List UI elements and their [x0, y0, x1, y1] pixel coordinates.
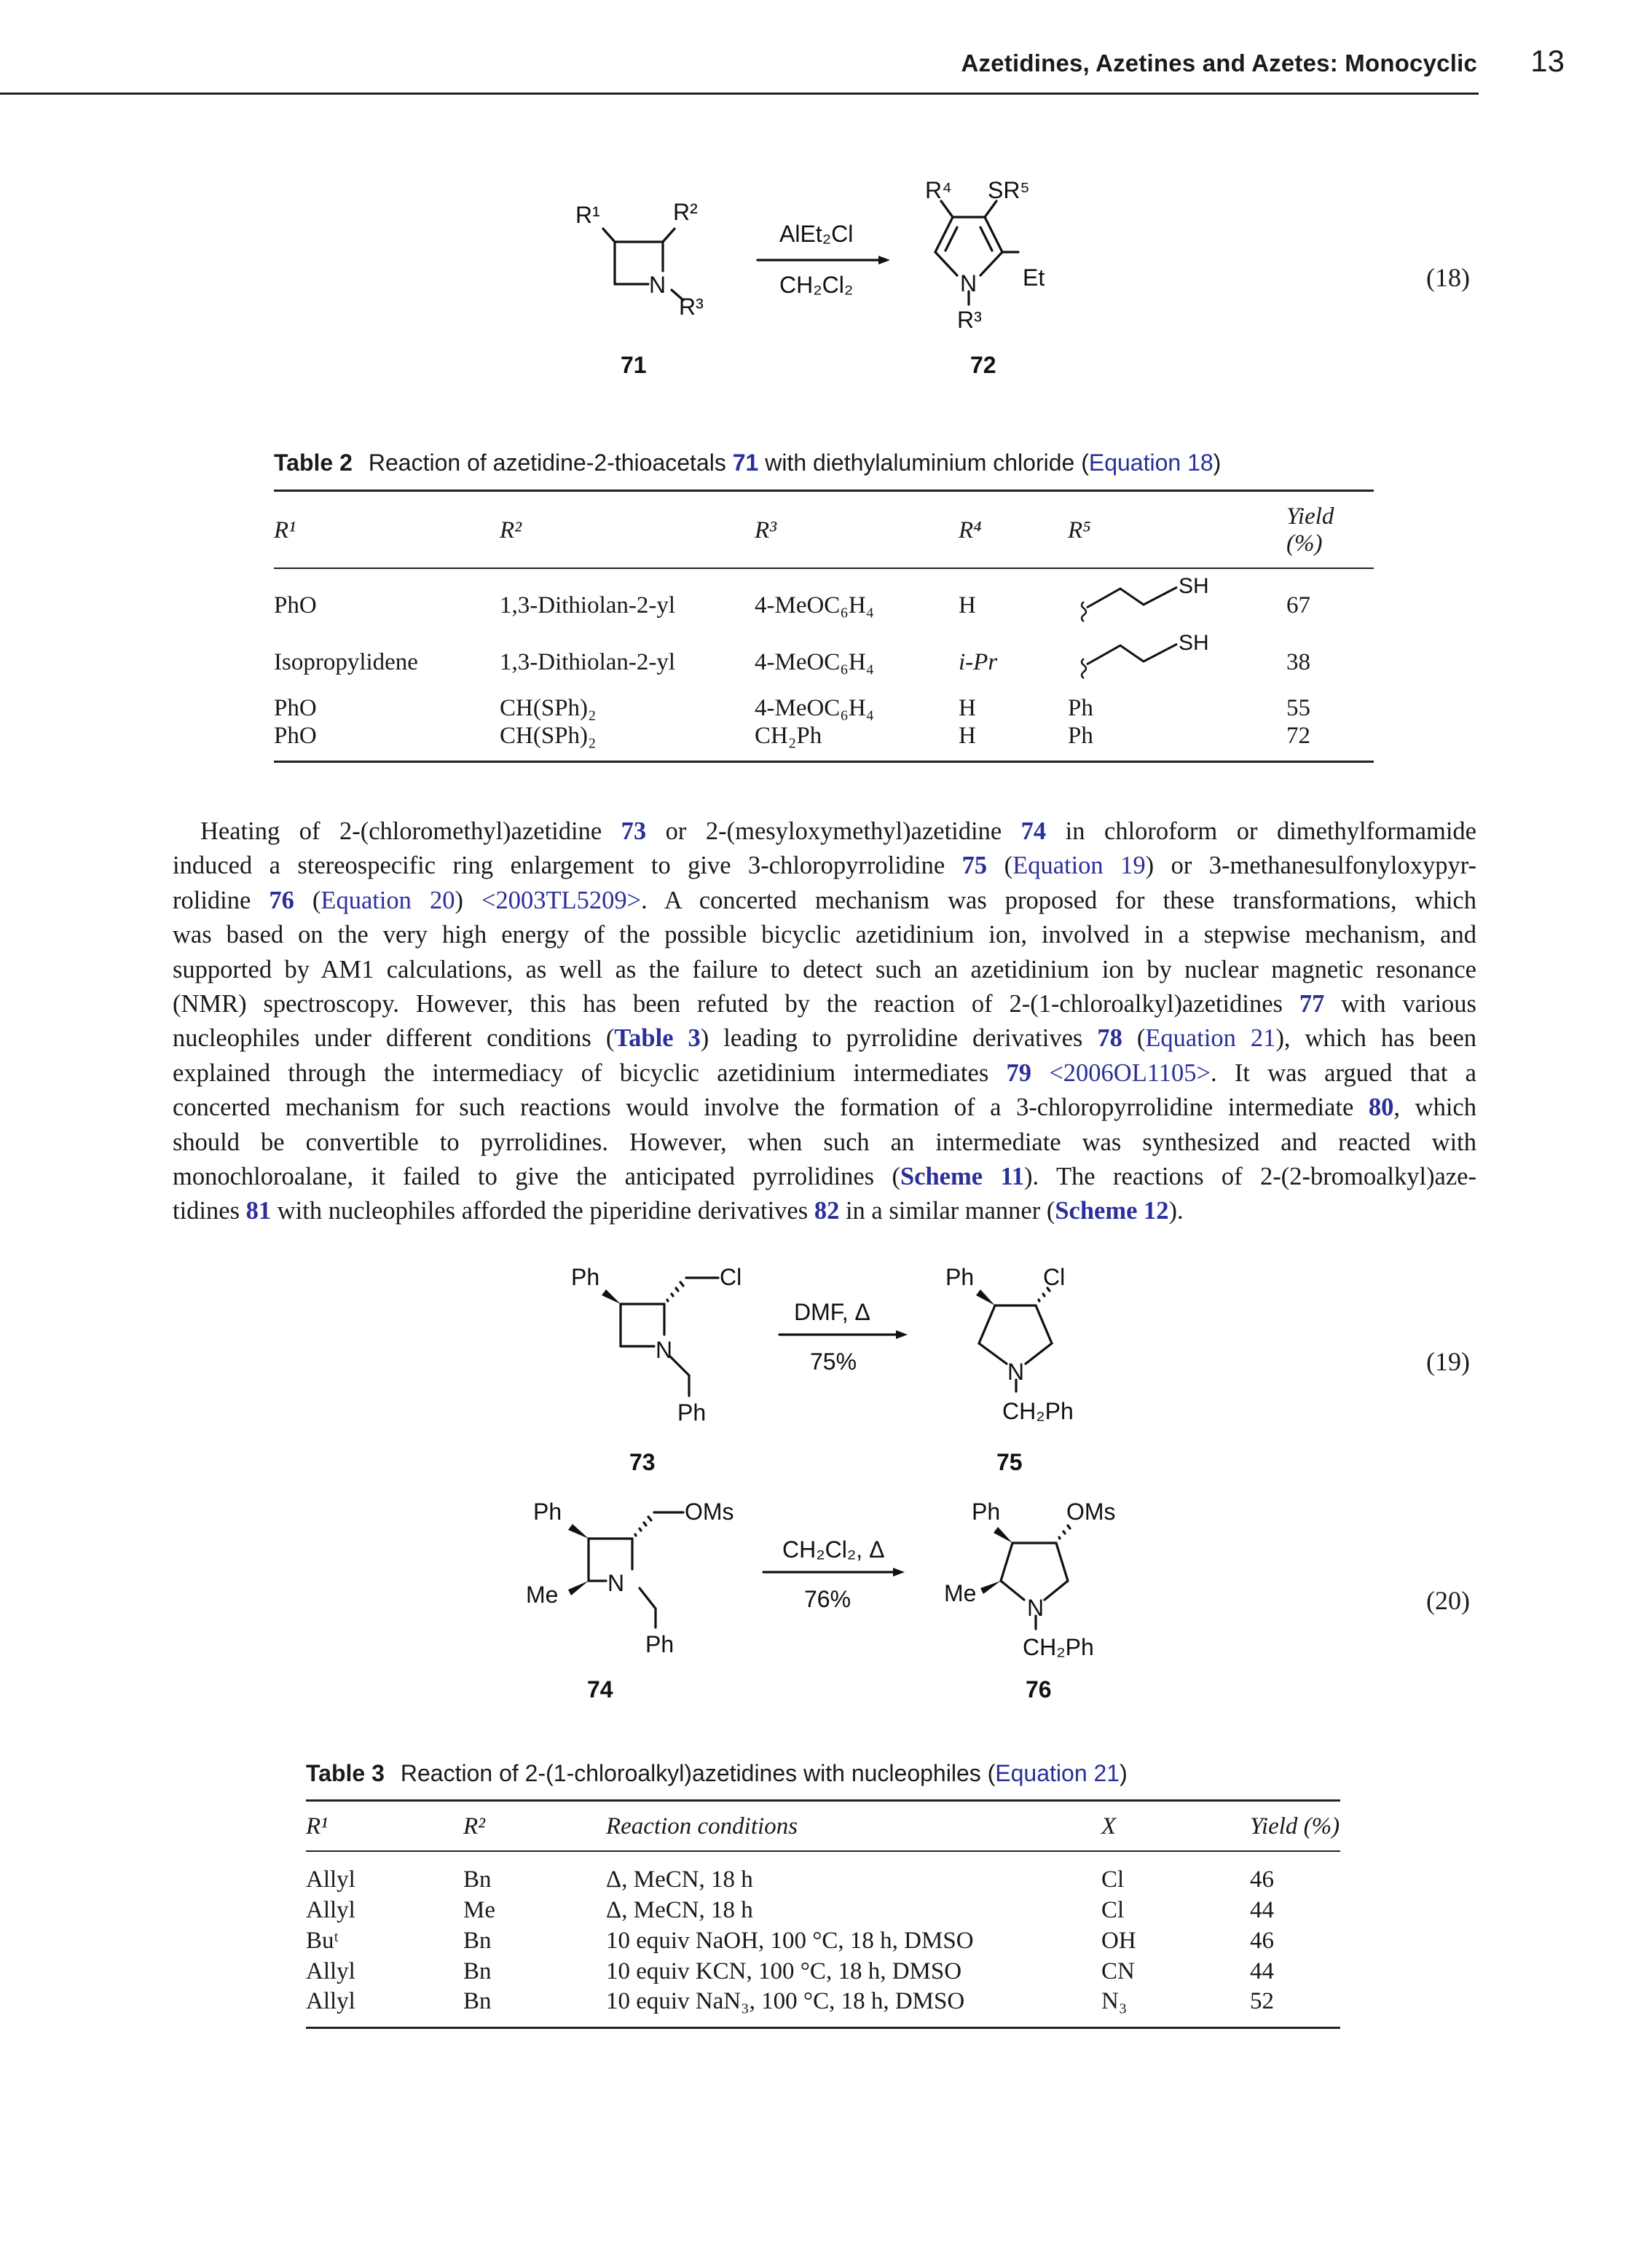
page-number: 13	[1530, 44, 1565, 78]
cell-r1: PhO	[274, 695, 317, 721]
cell-x: N₃	[1101, 1987, 1250, 2027]
cell-r1: PhO	[274, 592, 317, 619]
equation-19-scheme	[561, 1253, 1129, 1486]
caption-text: )	[1213, 449, 1222, 476]
cell-r2: Bn	[463, 1957, 492, 1984]
table-row	[274, 683, 1374, 722]
r3-label: R³	[679, 294, 704, 320]
equation-18-link[interactable]: Equation 18	[1088, 449, 1214, 476]
n-label: N	[960, 270, 978, 297]
table-row	[306, 1956, 1340, 1987]
r3-label: R³	[957, 307, 982, 333]
text-run: tidines	[173, 1197, 246, 1225]
text-run: (	[294, 886, 321, 914]
cell-yield: 46	[1250, 1866, 1274, 1893]
cell-r2: 1,3-Dithiolan-2-yl	[500, 648, 676, 675]
header-rule	[0, 93, 1479, 95]
equation-number: (20)	[1426, 1586, 1470, 1615]
table-label: Table 2	[274, 449, 353, 476]
citation-link[interactable]: <2006OL1105>	[1049, 1059, 1211, 1087]
table-header-row	[306, 1801, 1340, 1852]
cell-x: OH	[1101, 1927, 1136, 1954]
oms-label: OMs	[1066, 1499, 1116, 1525]
text-line	[173, 884, 1476, 918]
cell-conditions: Δ, MeCN, 18 h	[606, 1866, 753, 1893]
mercaptoethyl-structure	[1068, 573, 1243, 624]
equation-18-scheme	[539, 160, 1093, 401]
text-run: (NMR) spectroscopy. However, this has been refuted by the reaction of 2-(1-chloroalkyl)azetidines	[173, 990, 1299, 1018]
cell-r3: 4-MeOC₆H₄	[755, 648, 875, 675]
running-header	[0, 44, 1652, 95]
compound-ref-75[interactable]: 75	[961, 852, 988, 880]
cell-yield: 46	[1250, 1927, 1274, 1954]
text-line	[173, 849, 1476, 883]
chapter-title: Azetidines, Azetines and Azetes: Monocyclic	[961, 50, 1477, 76]
cell-x: CN	[1101, 1957, 1135, 1984]
cell-x: Cl	[1101, 1866, 1125, 1893]
text-run: in chloroform or dimethylformamide	[1046, 817, 1476, 845]
me-label: Me	[526, 1582, 559, 1608]
table-2	[274, 490, 1374, 763]
cell-r3: CH₂Ph	[755, 722, 959, 761]
text-run: ).	[1168, 1197, 1184, 1225]
oms-label: OMs	[685, 1499, 734, 1525]
column-header: Reaction conditions	[606, 1801, 1101, 1852]
cell-yield: 67	[1286, 592, 1310, 619]
table-row	[306, 1987, 1340, 2027]
equation-21-link[interactable]: Equation 21	[1145, 1024, 1276, 1053]
n-label: N	[1027, 1595, 1045, 1621]
table-row	[306, 1895, 1340, 1925]
reagent-bottom: 75%	[810, 1348, 857, 1375]
cell-r2: CH(SPh)₂	[500, 695, 597, 721]
text-run: ), which has been	[1275, 1024, 1477, 1053]
compound-ref-71[interactable]: 71	[732, 449, 759, 476]
compound-number: 76	[1026, 1676, 1052, 1703]
cell-r4: H	[959, 722, 1068, 761]
table-label: Table 3	[306, 1760, 385, 1786]
cell-r1: PhO	[274, 722, 500, 761]
column-header: X	[1101, 1801, 1250, 1852]
text-line: supported by AM1 calculations, as well as the failure to detect such an azetidinium ion by nuclear magnetic resonance	[173, 955, 1476, 983]
column-header: R²	[463, 1801, 606, 1852]
text-run: ) leading to pyrrolidine derivatives	[700, 1024, 1098, 1053]
cell-r3: 4-MeOC₆H₄	[755, 592, 875, 619]
table-row	[274, 627, 1374, 683]
equation-21-link[interactable]: Equation 21	[995, 1760, 1120, 1786]
column-header: R³	[755, 491, 959, 569]
r1-label: R¹	[575, 202, 600, 228]
table-row	[306, 1851, 1340, 1895]
cell-r4: H	[959, 592, 976, 619]
text-run: monochloroalane, it failed to give the anticipated pyrrolidines (	[173, 1163, 900, 1191]
cell-r2: CH(SPh)₂	[500, 722, 755, 761]
text-run: nucleophiles under different conditions (	[173, 1024, 615, 1053]
compound-number: 72	[970, 352, 996, 378]
cell-yield: 52	[1250, 1987, 1340, 2027]
caption-text: Reaction of 2-(1-chloroalkyl)azetidines with nucleophiles (	[400, 1760, 996, 1786]
mercaptoethyl-structure	[1068, 629, 1243, 680]
compound-ref-77[interactable]: 77	[1299, 990, 1325, 1018]
table-3-link[interactable]: Table 3	[614, 1024, 701, 1053]
cell-r1: Buᵗ	[306, 1927, 339, 1954]
cell-r5	[1068, 627, 1286, 683]
text-run: explained through the intermediacy of bicyclic azetidinium intermediates	[173, 1059, 1007, 1087]
ph-label: Ph	[972, 1499, 1001, 1525]
compound-ref-80[interactable]: 80	[1368, 1093, 1394, 1122]
cell-yield: 44	[1250, 1896, 1274, 1923]
compound-number: 73	[629, 1449, 656, 1475]
text-run: . It was argued that a	[1210, 1059, 1476, 1087]
n-label: N	[649, 272, 666, 298]
sh-label: SH	[1179, 631, 1209, 655]
cell-r2: Bn	[463, 1927, 492, 1954]
et-label: Et	[1023, 264, 1045, 291]
text-line: was based on the very high energy of the possible bicyclic azetidinium ion, involved in a stepwise mechanism, and	[173, 921, 1476, 949]
text-line	[173, 1160, 1476, 1194]
compound-number: 75	[996, 1449, 1023, 1475]
cell-r5: Ph	[1068, 722, 1286, 761]
scheme-11-link[interactable]: Scheme 11	[900, 1163, 1025, 1191]
cell-yield: 38	[1286, 648, 1310, 675]
cell-yield: 44	[1250, 1957, 1274, 1984]
cell-r1: Allyl	[306, 1957, 355, 1984]
ph-label: Ph	[533, 1499, 562, 1525]
compound-ref-81[interactable]: 81	[245, 1197, 272, 1225]
cell-x: Cl	[1101, 1896, 1125, 1923]
scheme-12-link[interactable]: Scheme 12	[1055, 1197, 1169, 1225]
ch2ph-label: CH₂Ph	[1023, 1634, 1094, 1660]
equation-20-link[interactable]: Equation 20	[320, 886, 455, 914]
table-3	[306, 1799, 1340, 2029]
r4-label: R⁴	[925, 177, 952, 203]
citation-link[interactable]: <2003TL5209>	[481, 886, 642, 914]
table-3-caption	[306, 1760, 1128, 1787]
n-label: N	[607, 1570, 625, 1596]
text-line	[173, 1021, 1476, 1056]
text-run: Heating of 2-(chloromethyl)azetidine	[200, 817, 621, 845]
cell-r3: 4-MeOC₆H₄	[755, 695, 875, 721]
cell-conditions: 10 equiv NaOH, 100 °C, 18 h, DMSO	[606, 1927, 974, 1954]
body-paragraph	[173, 814, 1476, 1229]
cell-conditions: 10 equiv NaN₃, 100 °C, 18 h, DMSO	[606, 1987, 1101, 2027]
reagent-bottom: CH₂Cl₂	[779, 272, 854, 298]
column-header: R¹	[274, 491, 500, 569]
caption-text: )	[1120, 1760, 1128, 1786]
column-header: R⁴	[959, 491, 1068, 569]
text-run: or 2-(mesyloxymethyl)azetidine	[646, 817, 1021, 845]
text-run: . A concerted mechanism was proposed for these transformations, which	[641, 886, 1476, 914]
cell-r2: Me	[463, 1896, 495, 1923]
cell-r5: Ph	[1068, 695, 1093, 721]
caption-text: Reaction of azetidine-2-thioacetals	[368, 449, 733, 476]
text-run: ) or 3-methanesulfonyloxypyr-	[1145, 852, 1476, 880]
compound-ref-79[interactable]: 79	[1006, 1059, 1032, 1087]
table-2-caption	[274, 449, 1221, 476]
cell-conditions: 10 equiv KCN, 100 °C, 18 h, DMSO	[606, 1957, 962, 1984]
text-run: induced a stereospecific ring enlargement to give 3-chloropyrrolidine	[173, 852, 962, 880]
column-header: R²	[500, 491, 755, 569]
reagent-bottom: 76%	[804, 1586, 851, 1612]
text-line	[173, 987, 1476, 1021]
table-header-row	[274, 491, 1374, 569]
column-header: R⁵	[1068, 491, 1286, 569]
text-run: (	[987, 852, 1013, 880]
text-run: , which	[1393, 1093, 1476, 1122]
cell-r1: Isopropylidene	[274, 648, 418, 675]
caption-text: with diethylaluminium chloride (	[758, 449, 1089, 476]
cell-r2: Bn	[463, 1866, 492, 1893]
equation-20-scheme	[517, 1486, 1144, 1727]
cell-r4: H	[959, 695, 976, 721]
equation-19-link[interactable]: Equation 19	[1012, 852, 1146, 880]
ph-label: Ph	[945, 1264, 975, 1290]
table-row	[306, 1925, 1340, 1956]
table-row	[274, 722, 1374, 761]
ch2ph-label: CH₂Ph	[1002, 1398, 1074, 1424]
cell-r5	[1068, 568, 1286, 627]
text-run: with various	[1324, 990, 1476, 1018]
text-run: )	[455, 886, 481, 914]
text-line	[173, 814, 1476, 849]
text-run: (	[1122, 1024, 1146, 1053]
cl-label: Cl	[720, 1264, 742, 1290]
text-run: concerted mechanism for such reactions would involve the formation of a 3-chloropyrrolidine intermediate	[173, 1093, 1369, 1122]
reagent-top: CH₂Cl₂, Δ	[782, 1536, 885, 1563]
compound-number: 71	[621, 352, 647, 378]
cell-yield: 55	[1286, 695, 1310, 721]
compound-ref-82[interactable]: 82	[814, 1197, 840, 1225]
reagent-top: AlEt₂Cl	[779, 221, 854, 247]
text-run: with nucleophiles afforded the piperidine derivatives	[271, 1197, 814, 1225]
n-label: N	[1007, 1359, 1025, 1385]
ph-label: Ph	[645, 1631, 674, 1657]
ph-label: Ph	[677, 1399, 707, 1426]
sr5-label: SR⁵	[988, 177, 1030, 203]
column-header: Yield (%)	[1250, 1801, 1340, 1852]
cell-r1: Allyl	[306, 1987, 463, 2027]
sh-label: SH	[1179, 573, 1209, 598]
text-run	[1031, 1059, 1049, 1087]
column-header: R¹	[306, 1801, 463, 1852]
compound-ref-76[interactable]: 76	[269, 886, 294, 914]
cell-r4: i-Pr	[959, 648, 998, 675]
reagent-top: DMF, Δ	[794, 1299, 870, 1325]
compound-ref-74[interactable]: 74	[1020, 817, 1047, 845]
column-header: Yield (%)	[1286, 491, 1374, 569]
text-line	[173, 1056, 1476, 1091]
text-run: rolidine	[173, 886, 270, 914]
cell-r1: Allyl	[306, 1896, 355, 1923]
equation-number: (18)	[1426, 263, 1470, 292]
cell-conditions: Δ, MeCN, 18 h	[606, 1896, 753, 1923]
cell-r1: Allyl	[306, 1866, 355, 1893]
n-label: N	[656, 1337, 673, 1363]
ph-label: Ph	[571, 1264, 600, 1290]
text-run: ). The reactions of 2-(2-bromoalkyl)aze-	[1024, 1163, 1476, 1191]
text-line	[173, 1194, 1476, 1228]
compound-ref-78[interactable]: 78	[1097, 1024, 1122, 1053]
table-row	[274, 568, 1374, 627]
text-line: should be convertible to pyrrolidines. However, when such an intermediate was synthesized and reacted with	[173, 1128, 1476, 1156]
cell-r2: 1,3-Dithiolan-2-yl	[500, 592, 676, 619]
compound-ref-73[interactable]: 73	[621, 817, 647, 845]
cell-r2: Bn	[463, 1987, 606, 2027]
cell-yield: 72	[1286, 722, 1374, 761]
text-run: in a similar manner (	[839, 1197, 1055, 1225]
equation-number: (19)	[1426, 1347, 1470, 1376]
me-label: Me	[944, 1580, 977, 1606]
text-line	[173, 1091, 1476, 1125]
r2-label: R²	[673, 199, 698, 225]
compound-number: 74	[587, 1676, 613, 1703]
cl-label: Cl	[1043, 1264, 1066, 1290]
